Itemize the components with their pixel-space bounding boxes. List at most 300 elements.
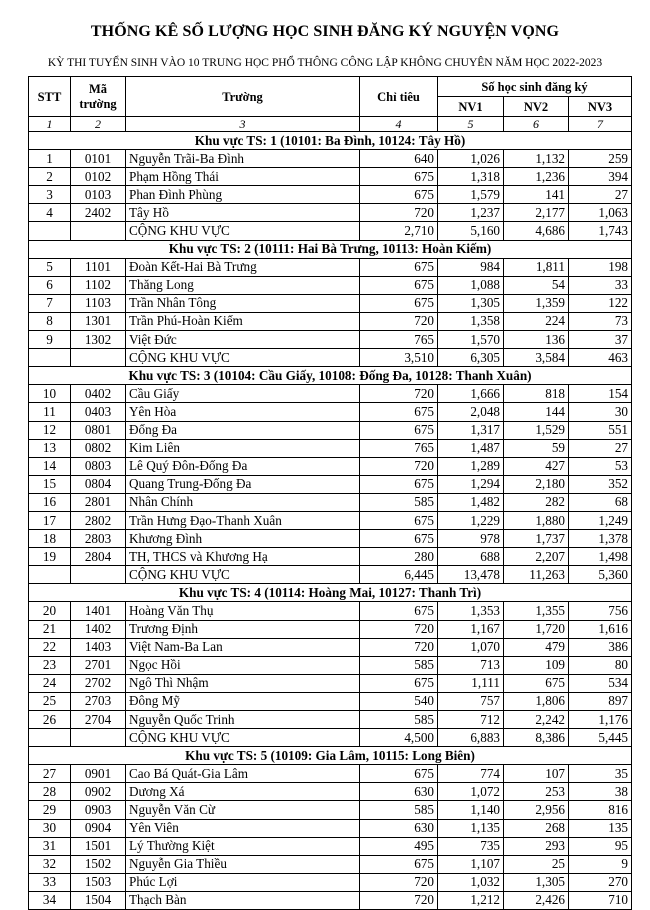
cell-ma-truong: 0802 — [71, 439, 126, 457]
cell-truong: Lê Quý Đôn-Đống Đa — [126, 457, 360, 475]
table-row — [29, 403, 632, 421]
cell-nv2: 54 — [504, 276, 569, 294]
cell-truong: Ngô Thì Nhậm — [126, 674, 360, 692]
cell-chi-tieu: 720 — [360, 873, 438, 891]
table-row — [29, 783, 632, 801]
cell-nv2: 2,180 — [504, 475, 569, 493]
cell-nv3: 73 — [569, 312, 632, 330]
cell-nv1: 1,111 — [438, 674, 504, 692]
section-title: Khu vực TS: 4 (10114: Hoàng Mai, 10127: Thanh Trì) — [29, 584, 632, 602]
cell-nv1: 712 — [438, 711, 504, 729]
cell-stt: 17 — [29, 511, 71, 529]
cell-nv3: 37 — [569, 331, 632, 349]
table-row — [29, 204, 632, 222]
cell-ma-truong: 0803 — [71, 457, 126, 475]
cell-chi-tieu: 720 — [360, 457, 438, 475]
cell-truong: Phúc Lợi — [126, 873, 360, 891]
header-stt: STT — [29, 77, 71, 117]
cell-nv1: 1,487 — [438, 439, 504, 457]
cell-nv2: 2,242 — [504, 711, 569, 729]
cell-stt: 28 — [29, 783, 71, 801]
cell-stt: 13 — [29, 439, 71, 457]
cell-nv3: 394 — [569, 168, 632, 186]
cell-nv1: 978 — [438, 530, 504, 548]
section-title: Khu vực TS: 5 (10109: Gia Lâm, 10115: Long Biên) — [29, 747, 632, 765]
total-row — [29, 566, 632, 584]
cell-stt: 27 — [29, 765, 71, 783]
cell-nv2: 1,305 — [504, 873, 569, 891]
cell-stt: 6 — [29, 276, 71, 294]
total-cell-chi-tieu: 3,510 — [360, 349, 438, 367]
table-row — [29, 855, 632, 873]
cell-nv3: 1,176 — [569, 711, 632, 729]
cell-truong: Trần Hưng Đạo-Thanh Xuân — [126, 511, 360, 529]
cell-nv3: 816 — [569, 801, 632, 819]
cell-nv2: 2,956 — [504, 801, 569, 819]
cell-stt: 21 — [29, 620, 71, 638]
cell-nv3: 95 — [569, 837, 632, 855]
table-row — [29, 294, 632, 312]
cell-nv1: 688 — [438, 548, 504, 566]
cell-stt: 23 — [29, 656, 71, 674]
cell-nv2: 1,806 — [504, 692, 569, 710]
cell-nv2: 293 — [504, 837, 569, 855]
cell-nv2: 1,236 — [504, 168, 569, 186]
cell-nv1: 713 — [438, 656, 504, 674]
cell-nv3: 1,249 — [569, 511, 632, 529]
cell-nv2: 268 — [504, 819, 569, 837]
column-number: 4 — [360, 117, 438, 132]
cell-nv1: 1,318 — [438, 168, 504, 186]
table-row — [29, 421, 632, 439]
cell-ma-truong: 1301 — [71, 312, 126, 330]
cell-truong: Hoàng Văn Thụ — [126, 602, 360, 620]
total-cell-stt — [29, 566, 71, 584]
cell-nv3: 897 — [569, 692, 632, 710]
cell-stt: 31 — [29, 837, 71, 855]
total-cell-nv2: 4,686 — [504, 222, 569, 240]
cell-chi-tieu: 495 — [360, 837, 438, 855]
cell-stt: 25 — [29, 692, 71, 710]
cell-nv3: 33 — [569, 276, 632, 294]
cell-nv3: 259 — [569, 150, 632, 168]
cell-ma-truong: 2704 — [71, 711, 126, 729]
total-cell-nv3: 463 — [569, 349, 632, 367]
cell-nv1: 1,167 — [438, 620, 504, 638]
header-nv1: NV1 — [438, 97, 504, 117]
section-header-row — [29, 367, 632, 385]
cell-nv2: 1,529 — [504, 421, 569, 439]
cell-ma-truong: 1504 — [71, 891, 126, 909]
cell-ma-truong: 1401 — [71, 602, 126, 620]
cell-chi-tieu: 675 — [360, 475, 438, 493]
cell-stt: 30 — [29, 819, 71, 837]
cell-stt: 12 — [29, 421, 71, 439]
cell-truong: Thạch Bàn — [126, 891, 360, 909]
cell-truong: Yên Hòa — [126, 403, 360, 421]
cell-nv1: 774 — [438, 765, 504, 783]
cell-stt: 7 — [29, 294, 71, 312]
cell-truong: Trần Phú-Hoàn Kiếm — [126, 312, 360, 330]
cell-nv2: 109 — [504, 656, 569, 674]
cell-nv2: 136 — [504, 331, 569, 349]
cell-nv1: 1,026 — [438, 150, 504, 168]
table-row — [29, 312, 632, 330]
cell-nv2: 144 — [504, 403, 569, 421]
cell-chi-tieu: 720 — [360, 312, 438, 330]
cell-stt: 26 — [29, 711, 71, 729]
total-cell-stt — [29, 349, 71, 367]
table-row — [29, 475, 632, 493]
cell-nv2: 141 — [504, 186, 569, 204]
cell-nv1: 1,666 — [438, 385, 504, 403]
cell-truong: TH, THCS và Khương Hạ — [126, 548, 360, 566]
cell-truong: Thăng Long — [126, 276, 360, 294]
cell-chi-tieu: 765 — [360, 331, 438, 349]
header-chi-tieu: Chỉ tiêu — [360, 77, 438, 117]
cell-ma-truong: 2702 — [71, 674, 126, 692]
cell-nv2: 675 — [504, 674, 569, 692]
cell-ma-truong: 2802 — [71, 511, 126, 529]
cell-nv2: 1,737 — [504, 530, 569, 548]
cell-chi-tieu: 630 — [360, 783, 438, 801]
cell-chi-tieu: 585 — [360, 656, 438, 674]
section-header-row — [29, 240, 632, 258]
table-row — [29, 602, 632, 620]
table-row — [29, 656, 632, 674]
total-cell-truong: CỘNG KHU VỰC — [126, 222, 360, 240]
table-row — [29, 674, 632, 692]
cell-chi-tieu: 675 — [360, 602, 438, 620]
total-row — [29, 349, 632, 367]
cell-nv1: 1,353 — [438, 602, 504, 620]
cell-ma-truong: 1502 — [71, 855, 126, 873]
cell-ma-truong: 0402 — [71, 385, 126, 403]
cell-nv1: 1,482 — [438, 493, 504, 511]
total-cell-stt — [29, 729, 71, 747]
cell-chi-tieu: 675 — [360, 855, 438, 873]
cell-truong: Nguyễn Trãi-Ba Đình — [126, 150, 360, 168]
column-number: 6 — [504, 117, 569, 132]
cell-truong: Lý Thường Kiệt — [126, 837, 360, 855]
cell-stt: 29 — [29, 801, 71, 819]
cell-ma-truong: 0801 — [71, 421, 126, 439]
cell-ma-truong: 2803 — [71, 530, 126, 548]
cell-nv1: 735 — [438, 837, 504, 855]
cell-nv3: 27 — [569, 439, 632, 457]
cell-chi-tieu: 675 — [360, 403, 438, 421]
cell-nv2: 479 — [504, 638, 569, 656]
cell-chi-tieu: 675 — [360, 421, 438, 439]
cell-chi-tieu: 280 — [360, 548, 438, 566]
cell-nv3: 1,063 — [569, 204, 632, 222]
column-number-row — [29, 117, 632, 132]
cell-ma-truong: 0102 — [71, 168, 126, 186]
total-cell-nv1: 6,305 — [438, 349, 504, 367]
cell-chi-tieu: 675 — [360, 168, 438, 186]
cell-nv2: 818 — [504, 385, 569, 403]
cell-chi-tieu: 675 — [360, 765, 438, 783]
table-row — [29, 258, 632, 276]
total-cell-nv2: 11,263 — [504, 566, 569, 584]
table-row — [29, 873, 632, 891]
header-so-hoc-sinh: Số học sinh đăng ký — [438, 77, 632, 97]
cell-nv3: 1,616 — [569, 620, 632, 638]
cell-truong: Cao Bá Quát-Gia Lâm — [126, 765, 360, 783]
cell-nv2: 1,359 — [504, 294, 569, 312]
cell-ma-truong: 0103 — [71, 186, 126, 204]
cell-nv3: 35 — [569, 765, 632, 783]
cell-nv2: 282 — [504, 493, 569, 511]
cell-nv2: 2,426 — [504, 891, 569, 909]
page-subtitle: KỲ THI TUYỂN SINH VÀO 10 TRUNG HỌC PHỔ THÔNG CÔNG LẬP KHÔNG CHUYÊN NĂM HỌC 2022-2023 — [47, 57, 603, 69]
table-row — [29, 620, 632, 638]
total-cell-nv2: 3,584 — [504, 349, 569, 367]
section-header-row — [29, 584, 632, 602]
cell-ma-truong: 2701 — [71, 656, 126, 674]
total-cell-ma-truong — [71, 566, 126, 584]
cell-nv3: 551 — [569, 421, 632, 439]
cell-truong: Tây Hồ — [126, 204, 360, 222]
cell-stt: 20 — [29, 602, 71, 620]
table-row — [29, 385, 632, 403]
total-cell-nv1: 6,883 — [438, 729, 504, 747]
cell-truong: Ngọc Hồi — [126, 656, 360, 674]
table-row — [29, 186, 632, 204]
cell-truong: Nguyễn Quốc Trinh — [126, 711, 360, 729]
table-row — [29, 511, 632, 529]
cell-nv1: 1,229 — [438, 511, 504, 529]
header-truong: Trường — [126, 77, 360, 117]
cell-truong: Phạm Hồng Thái — [126, 168, 360, 186]
cell-truong: Đoàn Kết-Hai Bà Trưng — [126, 258, 360, 276]
cell-ma-truong: 1102 — [71, 276, 126, 294]
cell-chi-tieu: 640 — [360, 150, 438, 168]
cell-stt: 24 — [29, 674, 71, 692]
cell-nv3: 154 — [569, 385, 632, 403]
cell-nv3: 27 — [569, 186, 632, 204]
section-title: Khu vực TS: 2 (10111: Hai Bà Trưng, 10113: Hoàn Kiếm) — [29, 240, 632, 258]
cell-nv2: 2,207 — [504, 548, 569, 566]
cell-chi-tieu: 675 — [360, 511, 438, 529]
table-row — [29, 711, 632, 729]
cell-nv1: 1,107 — [438, 855, 504, 873]
cell-nv2: 1,880 — [504, 511, 569, 529]
cell-stt: 3 — [29, 186, 71, 204]
cell-nv3: 68 — [569, 493, 632, 511]
header-nv3: NV3 — [569, 97, 632, 117]
cell-truong: Nguyễn Gia Thiều — [126, 855, 360, 873]
cell-nv2: 1,132 — [504, 150, 569, 168]
cell-nv3: 756 — [569, 602, 632, 620]
table-row — [29, 331, 632, 349]
cell-stt: 11 — [29, 403, 71, 421]
cell-ma-truong: 0901 — [71, 765, 126, 783]
cell-truong: Trương Định — [126, 620, 360, 638]
cell-stt: 14 — [29, 457, 71, 475]
cell-nv1: 1,072 — [438, 783, 504, 801]
table-row — [29, 168, 632, 186]
table-row — [29, 765, 632, 783]
cell-truong: Nguyễn Văn Cừ — [126, 801, 360, 819]
registration-table — [28, 76, 632, 910]
cell-nv2: 253 — [504, 783, 569, 801]
cell-chi-tieu: 630 — [360, 819, 438, 837]
table-row — [29, 837, 632, 855]
cell-truong: Cầu Giấy — [126, 385, 360, 403]
cell-ma-truong: 1403 — [71, 638, 126, 656]
table-row — [29, 150, 632, 168]
cell-ma-truong: 2801 — [71, 493, 126, 511]
section-title: Khu vực TS: 3 (10104: Cầu Giấy, 10108: Đống Đa, 10128: Thanh Xuân) — [29, 367, 632, 385]
cell-truong: Đống Đa — [126, 421, 360, 439]
cell-chi-tieu: 675 — [360, 530, 438, 548]
cell-nv1: 1,294 — [438, 475, 504, 493]
total-cell-ma-truong — [71, 349, 126, 367]
cell-nv1: 1,212 — [438, 891, 504, 909]
total-cell-stt — [29, 222, 71, 240]
cell-nv1: 984 — [438, 258, 504, 276]
table-row — [29, 493, 632, 511]
cell-nv3: 386 — [569, 638, 632, 656]
table-row — [29, 638, 632, 656]
cell-nv2: 2,177 — [504, 204, 569, 222]
table-row — [29, 276, 632, 294]
cell-chi-tieu: 675 — [360, 294, 438, 312]
cell-chi-tieu: 765 — [360, 439, 438, 457]
cell-nv1: 1,140 — [438, 801, 504, 819]
cell-stt: 18 — [29, 530, 71, 548]
cell-stt: 4 — [29, 204, 71, 222]
total-cell-truong: CỘNG KHU VỰC — [126, 349, 360, 367]
cell-truong: Trần Nhân Tông — [126, 294, 360, 312]
table-row — [29, 548, 632, 566]
cell-nv3: 1,498 — [569, 548, 632, 566]
cell-stt: 16 — [29, 493, 71, 511]
section-title: Khu vực TS: 1 (10101: Ba Đình, 10124: Tây Hồ) — [29, 132, 632, 150]
cell-chi-tieu: 585 — [360, 801, 438, 819]
cell-nv1: 1,237 — [438, 204, 504, 222]
cell-chi-tieu: 675 — [360, 186, 438, 204]
cell-nv2: 427 — [504, 457, 569, 475]
section-header-row — [29, 747, 632, 765]
cell-nv3: 1,378 — [569, 530, 632, 548]
total-cell-chi-tieu: 2,710 — [360, 222, 438, 240]
cell-truong: Đông Mỹ — [126, 692, 360, 710]
cell-chi-tieu: 720 — [360, 638, 438, 656]
cell-ma-truong: 1503 — [71, 873, 126, 891]
cell-nv3: 122 — [569, 294, 632, 312]
cell-truong: Nhân Chính — [126, 493, 360, 511]
cell-ma-truong: 0902 — [71, 783, 126, 801]
total-row — [29, 222, 632, 240]
cell-nv2: 107 — [504, 765, 569, 783]
cell-stt: 22 — [29, 638, 71, 656]
cell-ma-truong: 0101 — [71, 150, 126, 168]
table-row — [29, 457, 632, 475]
cell-truong: Việt Đức — [126, 331, 360, 349]
cell-nv3: 352 — [569, 475, 632, 493]
total-cell-truong: CỘNG KHU VỰC — [126, 729, 360, 747]
cell-ma-truong: 0804 — [71, 475, 126, 493]
cell-ma-truong: 0903 — [71, 801, 126, 819]
cell-nv3: 710 — [569, 891, 632, 909]
cell-ma-truong: 1501 — [71, 837, 126, 855]
cell-nv2: 25 — [504, 855, 569, 873]
total-cell-nv2: 8,386 — [504, 729, 569, 747]
total-cell-nv1: 5,160 — [438, 222, 504, 240]
cell-nv1: 1,579 — [438, 186, 504, 204]
cell-nv1: 1,032 — [438, 873, 504, 891]
cell-chi-tieu: 675 — [360, 276, 438, 294]
total-cell-nv3: 5,445 — [569, 729, 632, 747]
cell-nv1: 1,305 — [438, 294, 504, 312]
cell-chi-tieu: 720 — [360, 204, 438, 222]
cell-truong: Việt Nam-Ba Lan — [126, 638, 360, 656]
total-row — [29, 729, 632, 747]
cell-ma-truong: 2703 — [71, 692, 126, 710]
header-nv2: NV2 — [504, 97, 569, 117]
cell-stt: 10 — [29, 385, 71, 403]
cell-nv2: 224 — [504, 312, 569, 330]
cell-nv2: 1,355 — [504, 602, 569, 620]
cell-nv3: 534 — [569, 674, 632, 692]
column-number: 5 — [438, 117, 504, 132]
cell-truong: Kim Liên — [126, 439, 360, 457]
cell-nv1: 1,070 — [438, 638, 504, 656]
cell-nv1: 2,048 — [438, 403, 504, 421]
table-row — [29, 439, 632, 457]
cell-chi-tieu: 585 — [360, 493, 438, 511]
cell-stt: 19 — [29, 548, 71, 566]
cell-stt: 1 — [29, 150, 71, 168]
cell-stt: 33 — [29, 873, 71, 891]
cell-nv3: 38 — [569, 783, 632, 801]
cell-ma-truong: 0904 — [71, 819, 126, 837]
cell-chi-tieu: 585 — [360, 711, 438, 729]
column-number: 2 — [71, 117, 126, 132]
total-cell-truong: CỘNG KHU VỰC — [126, 566, 360, 584]
cell-ma-truong: 1302 — [71, 331, 126, 349]
column-number: 1 — [29, 117, 71, 132]
cell-ma-truong: 2402 — [71, 204, 126, 222]
total-cell-nv3: 5,360 — [569, 566, 632, 584]
column-number: 3 — [126, 117, 360, 132]
cell-chi-tieu: 675 — [360, 674, 438, 692]
total-cell-chi-tieu: 4,500 — [360, 729, 438, 747]
table-row — [29, 692, 632, 710]
cell-nv3: 198 — [569, 258, 632, 276]
cell-nv3: 30 — [569, 403, 632, 421]
cell-ma-truong: 0403 — [71, 403, 126, 421]
table-row — [29, 801, 632, 819]
cell-nv1: 1,135 — [438, 819, 504, 837]
cell-ma-truong: 1103 — [71, 294, 126, 312]
cell-ma-truong: 1101 — [71, 258, 126, 276]
column-number: 7 — [569, 117, 632, 132]
cell-nv1: 1,570 — [438, 331, 504, 349]
table-row — [29, 819, 632, 837]
cell-ma-truong: 1402 — [71, 620, 126, 638]
cell-chi-tieu: 540 — [360, 692, 438, 710]
cell-chi-tieu: 720 — [360, 891, 438, 909]
cell-nv1: 1,317 — [438, 421, 504, 439]
cell-chi-tieu: 675 — [360, 258, 438, 276]
cell-truong: Yên Viên — [126, 819, 360, 837]
cell-stt: 32 — [29, 855, 71, 873]
cell-nv2: 1,811 — [504, 258, 569, 276]
cell-stt: 2 — [29, 168, 71, 186]
